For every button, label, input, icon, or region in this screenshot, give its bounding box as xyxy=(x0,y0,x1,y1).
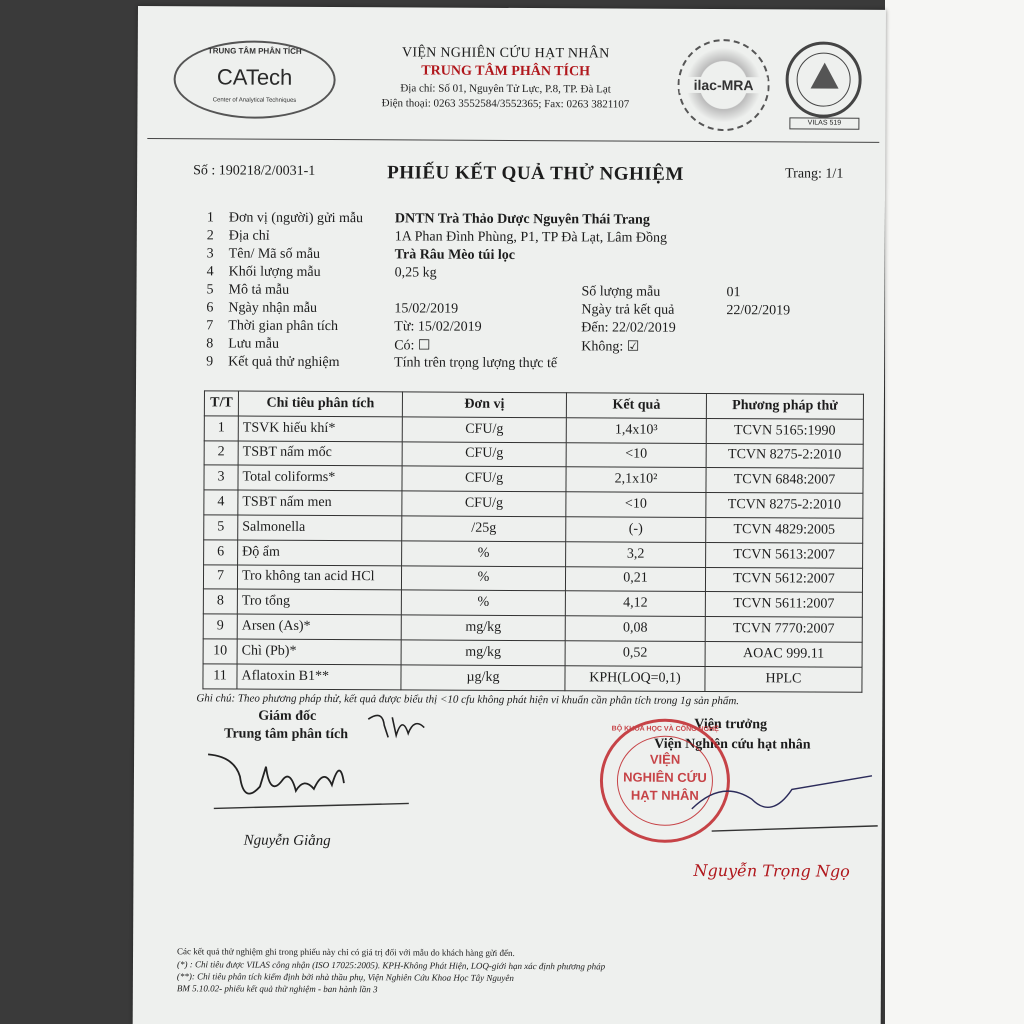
info-label-secondary: Số lượng mẫu xyxy=(581,284,661,300)
row-number: 9 xyxy=(203,614,237,639)
footer-line-2: (*) : Chỉ tiêu được VILAS công nhận (ISO 17025:2005). KPH-Không Phát Hiện, LOQ-giới hạn xác định phương pháp xyxy=(176,959,606,972)
logo-top-text: TRUNG TÂM PHÂN TÍCH xyxy=(207,46,302,56)
page-indicator: Trang: 1/1 xyxy=(785,166,844,182)
table-row xyxy=(204,440,863,468)
unit: % xyxy=(401,565,565,591)
parameter-name: Arsen (As)* xyxy=(237,614,401,640)
test-method: TCVN 5611:2007 xyxy=(705,592,862,618)
org-name: VIỆN NGHIÊN CỨU HẠT NHÂN xyxy=(401,45,610,62)
info-number: 8 xyxy=(206,336,214,352)
table-row xyxy=(203,614,862,642)
unit: mg/kg xyxy=(401,640,565,666)
background-strip xyxy=(885,0,1024,1024)
org-phone: Điện thoại: 0263 3552584/3552365; Fax: 0263 3821107 xyxy=(381,97,630,111)
info-label-secondary: Đến: 22/02/2019 xyxy=(581,320,676,336)
head-signature xyxy=(682,759,882,840)
director-name: Nguyễn Giằng xyxy=(243,832,331,850)
institute-name: Viện Nghiên cứu hạt nhân xyxy=(654,736,811,753)
unit: CFU/g xyxy=(402,491,566,517)
row-number: 7 xyxy=(203,564,237,589)
result: KPH(LOQ=0,1) xyxy=(565,666,705,692)
test-method: TCVN 4829:2005 xyxy=(706,517,863,543)
info-value: Tính trên trọng lượng thực tế xyxy=(394,355,558,372)
info-value-secondary: 22/02/2019 xyxy=(726,303,791,319)
info-label: Ngày nhận mẫu xyxy=(228,300,318,316)
unit: CFU/g xyxy=(402,441,566,467)
row-number: 4 xyxy=(204,490,238,515)
table-row xyxy=(204,465,863,493)
test-method: TCVN 5612:2007 xyxy=(705,567,862,593)
stamp-top-text: BỘ KHOA HỌC VÀ CÔNG NGHỆ xyxy=(611,725,719,734)
result: 0,52 xyxy=(565,641,705,667)
info-value: Từ: 15/02/2019 xyxy=(394,319,482,335)
info-number: 3 xyxy=(206,246,214,262)
info-label: Đơn vị (người) gửi mẫu xyxy=(228,210,364,227)
table-row xyxy=(204,490,863,518)
unit: CFU/g xyxy=(402,417,566,443)
info-label: Kết quả thử nghiệm xyxy=(228,354,340,371)
note-text: Ghi chú: Theo phương pháp thử, kết quả được biểu thị <10 cfu không phát hiện vi khuẩn cần phân tích trong 1g sản phẩm. xyxy=(196,692,740,708)
test-method: TCVN 7770:2007 xyxy=(705,617,862,643)
col-header-unit: Đơn vị xyxy=(402,392,566,418)
info-label: Khối lượng mẫu xyxy=(228,264,321,280)
table-row xyxy=(204,416,863,444)
row-number: 10 xyxy=(203,639,237,664)
row-number: 6 xyxy=(204,540,238,565)
parameter-name: Total coliforms* xyxy=(238,465,402,491)
parameter-name: Aflatoxin B1** xyxy=(237,664,401,690)
info-label: Tên/ Mã số mẫu xyxy=(228,246,321,262)
info-value: Trà Râu Mèo túi lọc xyxy=(394,247,516,263)
table-header-row xyxy=(204,391,863,419)
result: (-) xyxy=(566,517,706,543)
footer-line-3: (**): Chỉ tiêu phân tích kiểm định bởi nhà thầu phụ, Viện Nghiên Cứu Khoa Học Tây Nguyên xyxy=(176,971,514,983)
test-method: TCVN 8275-2:2010 xyxy=(706,493,863,519)
result: 2,1x10² xyxy=(566,467,706,493)
result: 1,4x10³ xyxy=(566,418,706,444)
initials-signature xyxy=(362,707,432,743)
table-row xyxy=(203,664,862,692)
stamp-line3: HẠT NHÂN xyxy=(630,787,699,803)
results-table xyxy=(202,390,864,692)
logo-name: CATech xyxy=(216,64,293,90)
info-value: 0,25 kg xyxy=(394,265,437,281)
info-label: Mô tả mẫu xyxy=(228,282,290,298)
row-number: 3 xyxy=(204,465,238,490)
test-method: TCVN 8275-2:2010 xyxy=(706,443,863,469)
parameter-name: Tro tổng xyxy=(237,589,401,615)
info-label-secondary: Ngày trả kết quả xyxy=(581,302,675,318)
parameter-name: Salmonella xyxy=(238,515,402,541)
info-value: Có: ☐ xyxy=(394,338,431,354)
ilac-mra-logo xyxy=(677,39,769,131)
catech-logo xyxy=(173,40,335,119)
info-label-secondary: Không: ☑ xyxy=(581,339,640,355)
stamp-line1: VIỆN xyxy=(649,751,681,767)
director-center: Trung tâm phân tích xyxy=(224,726,349,743)
info-number: 6 xyxy=(206,300,214,316)
ilac-text: ilac-MRA xyxy=(680,77,768,93)
director-signature xyxy=(204,746,414,817)
col-header-method: Phương pháp thử xyxy=(706,393,863,419)
footer-line-1: Các kết quả thử nghiệm ghi trong phiếu này chỉ có giá trị đối với mẫu do khách hàng gửi đến. xyxy=(177,946,515,958)
info-number: 7 xyxy=(206,318,214,334)
head-name: Nguyễn Trọng Ngọ xyxy=(693,860,850,881)
test-method: TCVN 5613:2007 xyxy=(706,542,863,568)
info-number: 4 xyxy=(206,264,214,280)
vilas-badge: VILAS 519 xyxy=(789,117,859,129)
info-value: DNTN Trà Thảo Dược Nguyên Thái Trang xyxy=(394,211,650,228)
info-value: 15/02/2019 xyxy=(394,301,459,317)
info-value-secondary: 01 xyxy=(726,285,741,301)
unit: % xyxy=(401,590,565,616)
table-row xyxy=(204,515,863,543)
info-number: 5 xyxy=(206,282,214,298)
organization-block xyxy=(355,45,655,111)
result: 0,21 xyxy=(565,566,705,592)
info-number: 2 xyxy=(206,228,214,244)
bureau-accreditation-seal xyxy=(785,41,861,117)
row-number: 1 xyxy=(204,416,238,441)
stamp-line2: NGHIÊN CỨU xyxy=(623,769,707,785)
unit: µg/kg xyxy=(401,665,565,691)
info-value: 1A Phan Đình Phùng, P1, TP Đà Lạt, Lâm Đồng xyxy=(394,229,668,246)
info-number: 9 xyxy=(206,354,214,370)
parameter-name: Tro không tan acid HCl xyxy=(237,565,401,591)
report-title: PHIẾU KẾT QUẢ THỬ NGHIỆM xyxy=(387,162,684,185)
test-method: TCVN 5165:1990 xyxy=(706,418,863,444)
org-address: Địa chỉ: Số 01, Nguyên Tử Lực, P.8, TP. Đà Lạt xyxy=(400,82,611,96)
institute-head-title: Viện trưởng xyxy=(694,716,768,733)
result: 3,2 xyxy=(566,542,706,568)
report-number: Số : 190218/2/0031-1 xyxy=(193,163,316,179)
col-header-parameter: Chỉ tiêu phân tích xyxy=(238,391,402,417)
row-number: 11 xyxy=(203,664,237,689)
row-number: 2 xyxy=(204,440,238,465)
table-row xyxy=(204,540,863,568)
test-method: TCVN 6848:2007 xyxy=(706,468,863,494)
result: 0,08 xyxy=(565,616,705,642)
result: 4,12 xyxy=(565,591,705,617)
parameter-name: TSBT nấm men xyxy=(238,490,402,516)
header-divider xyxy=(147,138,879,143)
org-center: TRUNG TÂM PHÂN TÍCH xyxy=(421,63,591,80)
test-method: AOAC 999.11 xyxy=(705,641,862,667)
table-row xyxy=(203,589,862,617)
info-label: Thời gian phân tích xyxy=(228,318,339,335)
table-row xyxy=(203,639,862,667)
row-number: 8 xyxy=(203,589,237,614)
unit: /25g xyxy=(402,516,566,542)
parameter-name: TSBT nấm mốc xyxy=(238,441,402,467)
parameter-name: Độ ẩm xyxy=(238,540,402,566)
result: <10 xyxy=(566,492,706,518)
director-title: Giám đốc xyxy=(258,708,317,724)
col-header-tt: T/T xyxy=(204,391,238,416)
unit: CFU/g xyxy=(402,466,566,492)
info-number: 1 xyxy=(206,210,214,226)
row-number: 5 xyxy=(204,515,238,540)
result: <10 xyxy=(566,442,706,468)
table-row xyxy=(203,564,862,592)
info-label: Lưu mẫu xyxy=(228,336,280,352)
info-label: Địa chỉ xyxy=(228,228,270,244)
report-sheet xyxy=(133,6,886,1024)
col-header-result: Kết quả xyxy=(566,393,706,419)
parameter-name: Chì (Pb)* xyxy=(237,639,401,665)
footer-line-4: BM 5.10.02- phiếu kết quả thử nghiệm - ban hành lần 3 xyxy=(176,983,378,995)
unit: % xyxy=(402,541,566,567)
unit: mg/kg xyxy=(401,615,565,641)
test-method: HPLC xyxy=(705,666,862,692)
seal-triangle-icon xyxy=(811,63,839,89)
logo-subtitle: Center of Analytical Techniques xyxy=(212,97,297,104)
parameter-name: TSVK hiếu khí* xyxy=(238,416,402,442)
